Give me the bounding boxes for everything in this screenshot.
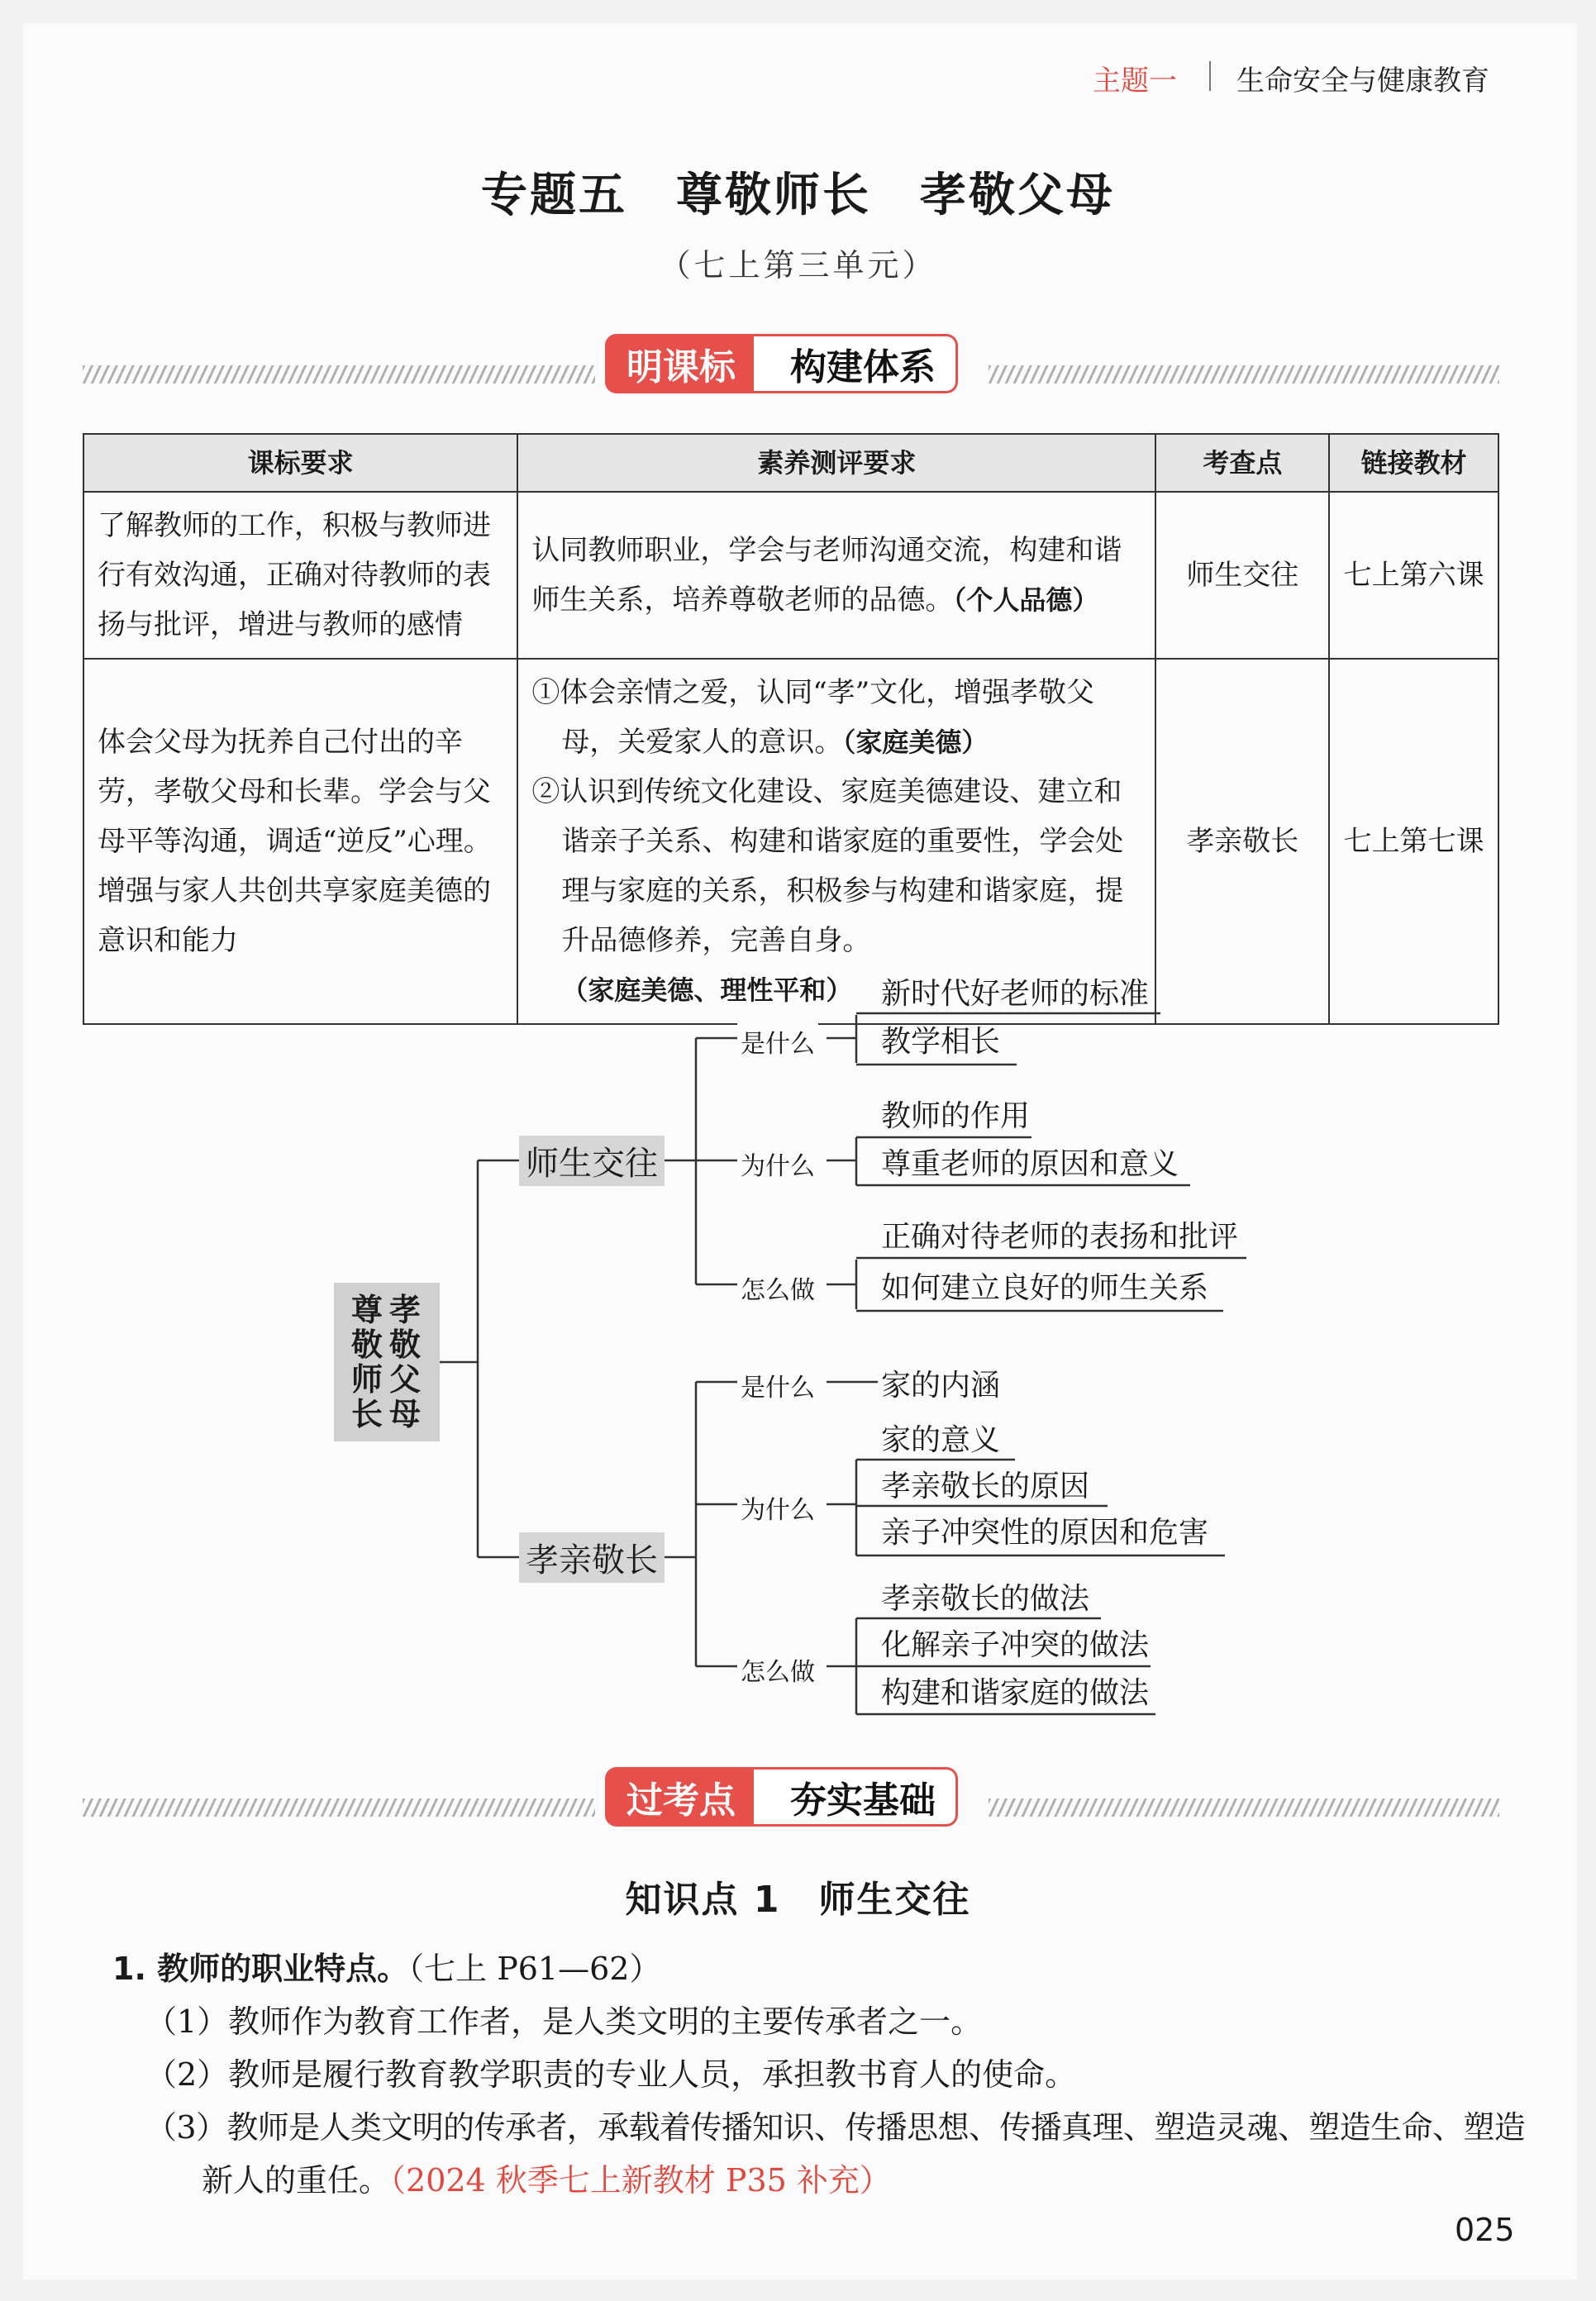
col-header-evaluation: 素养测评要求	[517, 434, 1155, 492]
page-number: 025	[1455, 2212, 1515, 2248]
mindmap-leaf: 构建和谐家庭的做法	[881, 1676, 1150, 1710]
knowledge-paragraph-continued	[202, 2154, 891, 2207]
knowledge-item-heading	[112, 1942, 660, 1995]
mindmap-question-how: 怎么做	[737, 1651, 818, 1688]
cell-requirement: 体会父母为抚养自己付出的辛劳，孝敬父母和长辈。学会与父母平等沟通，调适“逆反”心理。增强与家人共创共享家庭美德的意识和能力	[83, 659, 517, 1024]
col-header-exam-point: 考查点	[1155, 434, 1329, 492]
cell-exam-point: 孝亲敬长	[1155, 659, 1329, 1024]
mindmap-leaf: 家的意义	[881, 1423, 1001, 1457]
header-theme-title: 生命安全与健康教育	[1236, 64, 1489, 98]
mindmap-leaf: 家的内涵	[881, 1369, 1001, 1403]
mindmap-question-why: 为什么	[737, 1146, 818, 1182]
mindmap-question-how: 怎么做	[737, 1270, 818, 1306]
section-banner-exam-points	[605, 1767, 958, 1827]
mindmap-leaf: 亲子冲突性的原因和危害	[881, 1516, 1209, 1550]
cell-textbook: 七上第六课	[1329, 492, 1498, 659]
mindmap-branch-filial-piety: 孝亲敬长	[519, 1532, 665, 1583]
mindmap-question-why: 为什么	[737, 1489, 818, 1526]
knowledge-paragraph: （2）教师是履行教育教学职责的专业人员，承担教书育人的使命。	[145, 2056, 1077, 2093]
mindmap-leaf: 尊重老师的原因和意义	[881, 1147, 1179, 1181]
col-header-requirement: 课标要求	[83, 434, 517, 492]
banner-stripe-right	[989, 1798, 1499, 1817]
knowledge-paragraph: （1）教师作为教育工作者，是人类文明的主要传承者之一。	[145, 2003, 983, 2040]
supplement-note: （2024 秋季七上新教材 P35 补充）	[390, 2162, 891, 2199]
cell-requirement: 了解教师的工作，积极与教师进行有效沟通，正确对待教师的表扬与批评，增进与教师的感情	[83, 492, 517, 659]
knowledge-point-title: 知识点 1 师生交往	[625, 1879, 971, 1921]
mindmap-leaf: 化解亲子冲突的做法	[881, 1628, 1150, 1662]
cell-textbook: 七上第七课	[1329, 659, 1498, 1024]
page-title: 专题五 尊敬师长 孝敬父母	[481, 169, 1115, 222]
knowledge-paragraph: （3）教师是人类文明的传承者，承载着传播知识、传播思想、传播真理、塑造灵魂、塑造生命、塑造	[145, 2109, 1526, 2146]
cell-exam-point: 师生交往	[1155, 492, 1329, 659]
mindmap-question-what: 是什么	[737, 1367, 818, 1403]
evaluation-tag: （家庭美德、理性平和）	[561, 974, 853, 1006]
banner-label-left: 明课标	[605, 334, 754, 393]
evaluation-text: 认同教师职业，学会与老师沟通交流，构建和谐师生关系，培养尊敬老师的品德。	[531, 534, 1122, 617]
mindmap-root-col: 尊敬师长	[351, 1292, 384, 1432]
mindmap-question-what: 是什么	[737, 1023, 818, 1060]
evaluation-tag: （个人品德）	[953, 584, 1099, 616]
mindmap-branch-teacher-student: 师生交往	[519, 1136, 665, 1186]
banner-label-left: 过考点	[605, 1767, 754, 1827]
mindmap-leaf: 如何建立良好的师生关系	[881, 1271, 1209, 1305]
header-theme-label: 主题一	[1093, 64, 1177, 98]
mindmap-leaf: 教师的作用	[881, 1099, 1031, 1133]
banner-label-right: 夯实基础	[754, 1767, 958, 1827]
mindmap-leaf: 教学相长	[881, 1025, 1001, 1059]
mindmap-leaf: 孝亲敬长的原因	[881, 1470, 1090, 1503]
banner-label-right: 构建体系	[754, 334, 958, 393]
item-heading-text: 1. 教师的职业特点。	[112, 1951, 409, 1987]
item-heading-ref: （七上 P61—62）	[408, 1951, 661, 1987]
paragraph-text: 新人的重任。	[202, 2162, 391, 2199]
col-header-textbook: 链接教材	[1329, 434, 1498, 492]
mindmap-root-col: 孝敬父母	[389, 1292, 422, 1432]
mindmap-root	[334, 1283, 440, 1441]
evaluation-tag: （家庭美德）	[842, 727, 989, 758]
page-subtitle: （七上第三单元）	[659, 247, 937, 283]
mindmap-leaf: 新时代好老师的标准	[881, 977, 1150, 1011]
banner-stripe-left	[83, 1798, 595, 1817]
evaluation-text: ①体会亲情之爱，认同“孝”文化，增强孝敬父母，关爱家人的意识。	[531, 676, 1095, 759]
evaluation-text: ②认识到传统文化建设、家庭美德建设、建立和谐亲子关系、构建和谐家庭的重要性，学会处理与家庭的关系，积极参与构建和谐家庭，提升品德修养，完善自身。	[531, 775, 1124, 957]
mindmap-leaf: 正确对待老师的表扬和批评	[881, 1220, 1239, 1254]
mindmap-leaf: 孝亲敬长的做法	[881, 1582, 1090, 1616]
